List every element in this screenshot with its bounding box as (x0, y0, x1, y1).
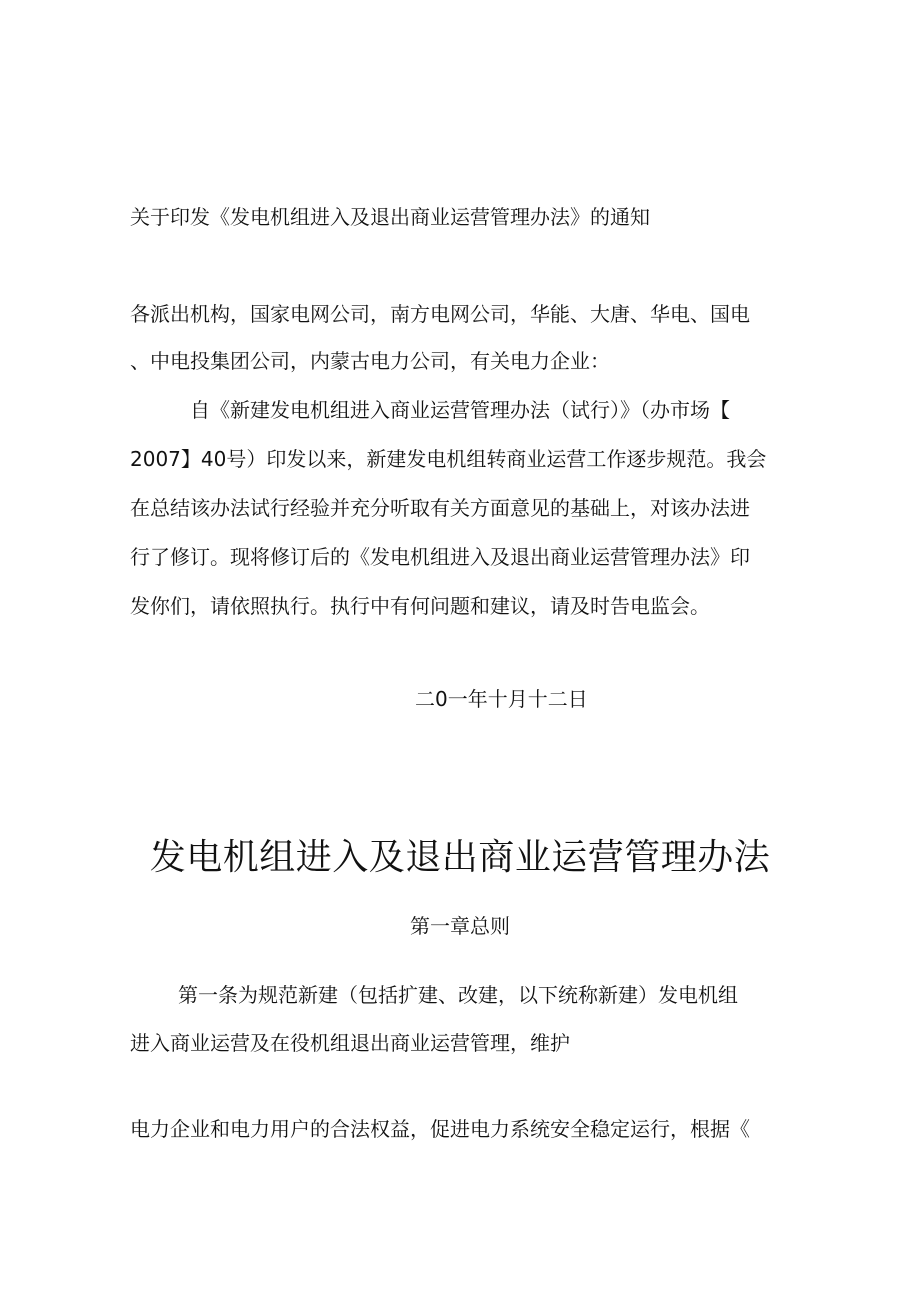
article-line: 电力企业和电力用户的合法权益，促进电力系统安全稳定运行，根据《 (130, 1117, 750, 1141)
chapter-heading: 第一章总则 (410, 914, 510, 938)
addressee-line: 、中电投集团公司，内蒙古电力公司，有关电力企业： (130, 349, 610, 373)
notice-body-line: 2007】40号）印发以来，新建发电机组转商业运营工作逐步规范。我会 (130, 447, 767, 471)
article-line: 进入商业运营及在役机组退出商业运营管理，维护 (130, 1031, 570, 1055)
regulation-title: 发电机组进入及退出商业运营管理办法 (149, 837, 771, 878)
notice-date: 二0一年十月十二日 (415, 687, 588, 711)
notice-body-line: 自《新建发电机组进入商业运营管理办法（试行）》（办市场【 (190, 398, 730, 422)
notice-body-line: 发你们，请依照执行。执行中有何问题和建议，请及时告电监会。 (130, 594, 710, 618)
notice-body-line: 在总结该办法试行经验并充分听取有关方面意见的基础上，对该办法进 (130, 496, 750, 520)
notice-body-line: 行了修订。现将修订后的《发电机组进入及退出商业运营管理办法》印 (130, 545, 750, 569)
article-line: 第一条为规范新建（包括扩建、改建，以下统称新建）发电机组 (178, 983, 738, 1007)
notice-title: 关于印发《发电机组进入及退出商业运营管理办法》的通知 (130, 205, 650, 229)
addressee-line: 各派出机构，国家电网公司，南方电网公司，华能、大唐、华电、国电 (130, 302, 750, 326)
